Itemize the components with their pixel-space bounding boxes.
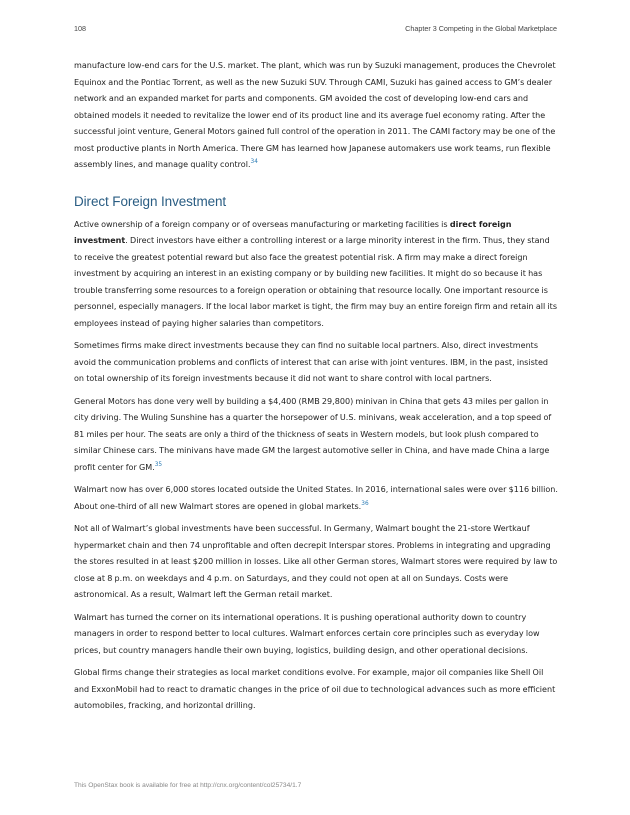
paragraph-text: manufacture low-end cars for the U.S. market. The plant, which was run by Suzuki management, produces the Chevrolet Equinox and the Pontiac Torrent, as well as the new Suzuki SUV. Through CAMI, Suzuki has gained access to GM’s dealer network and an expanded market for parts and components. GM avoided the cost of developing low-end cars and obtained models it needed to revitalize the lower end of its product line and its average fuel economy rating. After the successful joint venture, General Motors gained full control of the operation in 2011. The CAMI factory may be one of the most productive plants in North America. There GM has learned how Japanese automakers use work teams, run flexible assembly lines, and manage quality control. — [74, 61, 556, 169]
footnote-35-link[interactable]: 35 — [154, 461, 163, 468]
page-number: 108 — [74, 24, 86, 33]
paragraph-text: Sometimes firms make direct investments because they can find no suitable local partners. Also, direct investments avoid the communication problems and conflicts of interest that can arise with joint ventures. IBM, in the past, insisted on total ownership of its foreign investments because it did not want to share control with local partners. — [74, 341, 549, 383]
paragraph-text: Active ownership of a foreign company or of overseas manufacturing or marketing facilities is — [74, 219, 450, 229]
definition-paragraph — [74, 217, 558, 333]
paragraph-text: Not all of Walmart’s global investments have been successful. In Germany, Walmart bought the 21-store Wertkauf hypermarket chain and then 74 unprofitable and often decrepit Interspar stores. Problems in integrating and upgrading the stores resulted in at least $200 million in losses. Like all other German stores, Walmart stores were required by law to close at 8 p.m. on weekdays and 4 p.m. on Saturdays, and they could not open at all on Sundays. Costs were astronomical. As a result, Walmart left the German retail market. — [74, 524, 558, 599]
paragraph-walmart-international — [74, 610, 558, 660]
paragraph-text: Global firms change their strategies as local market conditions evolve. For example, major oil companies like Shell Oil and ExxonMobil had to react to dramatic changes in the price of oil due to technological advances such as more efficient automobiles, fracking, and horizontal drilling. — [74, 668, 556, 710]
footnote-34-link[interactable]: 34 — [250, 159, 258, 165]
intro-paragraph — [74, 58, 558, 174]
paragraph-text: . Direct investors have either a controlling interest or a large minority interest in the firm. Thus, they stand to receive the greatest potential reward but also face the greatest potential risk. A firm may make a direct foreign investment by acquiring an interest in an existing company or by building new facilities. It might do so because it has trouble transferring some resources to a foreign operation or obtaining that resource locally. One important resource is personnel, especially managers. If the local labor market is tight, the firm may buy an entire foreign firm and retain all its employees instead of paying higher salaries than competitors. — [74, 236, 558, 328]
footnote-36-link[interactable]: 36 — [361, 500, 369, 507]
key-term: direct foreign investment — [74, 219, 512, 245]
paragraph-local-partners — [74, 338, 558, 388]
chapter-title: Chapter 3 Competing in the Global Marketplace — [405, 24, 557, 33]
paragraph-walmart-germany — [74, 521, 558, 604]
running-header — [74, 24, 557, 36]
paragraph-gm-china — [74, 394, 558, 477]
paragraph-global-strategies — [74, 665, 558, 715]
paragraph-walmart-stores — [74, 482, 558, 515]
paragraph-text: General Motors has done very well by building a $4,400 (RMB 29,800) minivan in China that gets 43 miles per gallon in city driving. The Wuling Sunshine has a quarter the horsepower of U.S. minivans, weak acceleration, and a top speed of 81 miles per hour. The seats are only a third of the thickness of seats in Western models, but look plush compared to similar Chinese cars. The minivans have made GM the largest automotive seller in China, and have made China a large profit center for GM. — [74, 396, 552, 472]
paragraph-text: Walmart now has over 6,000 stores located outside the United States. In 2016, international sales were over $116 billion. About one-third of all new Walmart stores are opened in global markets. — [74, 485, 558, 511]
section-heading: Direct Foreign Investment — [74, 193, 227, 209]
page-body — [74, 58, 558, 721]
paragraph-text: Walmart has turned the corner on its international operations. It is pushing operational authority down to country managers in order to respond better to local cultures. Walmart enforces certain core principles such as everyday low prices, but country managers handle their own buying, logistics, building design, and other operational decisions. — [74, 612, 540, 655]
page-footer: This OpenStax book is available for free at http://cnx.org/content/col25734/1.7 — [74, 782, 302, 789]
